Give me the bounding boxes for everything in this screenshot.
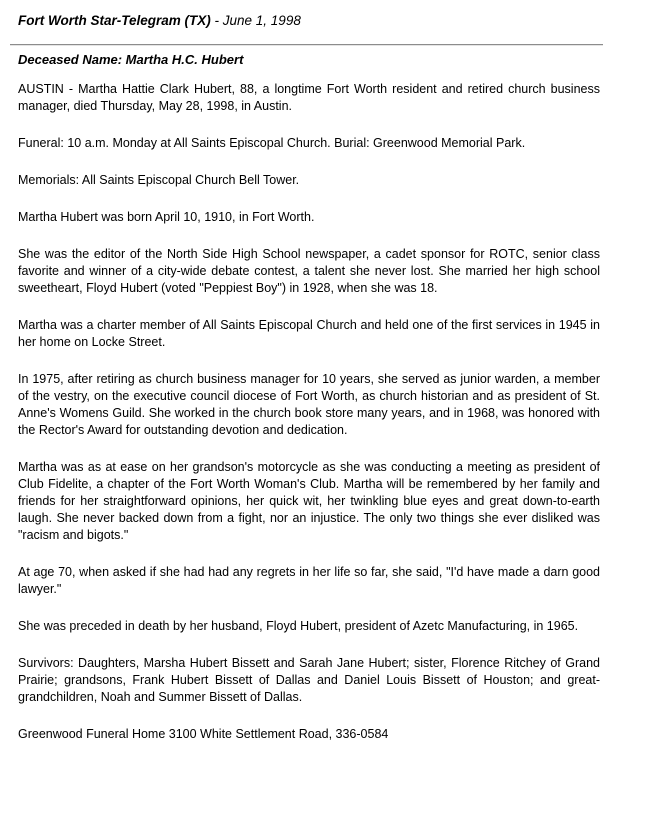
paragraph-birth: Martha Hubert was born April 10, 1910, in Fort Worth. (18, 210, 315, 224)
publication-name: Fort Worth Star-Telegram (TX) (18, 13, 211, 28)
paragraph-church-service: In 1975, after retiring as church business manager for 10 years, she served as junior warden, a member of the vestry, on the executive council diocese of Fort Worth, as church historian and as president of St. Anne's Womens Guild. She worked in the church book store many years, and in 1968, was honored with the Rector's Award for outstanding devotion and dedication. (18, 372, 600, 437)
paragraph-memorials: Memorials: All Saints Episcopal Church Bell Tower. (18, 173, 300, 187)
paragraph-quote: At age 70, when asked if she had had any regrets in her life so far, she said, "I'd have made a darn good lawyer." (18, 565, 600, 596)
publication-date: - June 1, 1998 (210, 13, 301, 28)
source-line (18, 13, 301, 28)
paragraph-funeral-home: Greenwood Funeral Home 3100 White Settlement Road, 336-0584 (18, 727, 389, 741)
obituary-body (18, 81, 600, 743)
paragraph-intro: AUSTIN - Martha Hattie Clark Hubert, 88, a longtime Fort Worth resident and retired church business manager, died Thursday, May 28, 1998, in Austin. (18, 82, 600, 113)
paragraph-church-member: Martha was a charter member of All Saints Episcopal Church and held one of the first services in 1945 in her home on Locke Street. (18, 318, 600, 349)
paragraph-preceded: She was preceded in death by her husband, Floyd Hubert, president of Azetc Manufacturing, in 1965. (18, 619, 579, 633)
paragraph-character: Martha was as at ease on her grandson's motorcycle as she was conducting a meeting as president of Club Fidelite, a chapter of the Fort Worth Woman's Club. Martha will be remembered by her family and friends for her straightforward opinions, her quick wit, her twinkling blue eyes and great down-to-earth laugh. She never backed down from a fight, nor an injustice. The only two things she ever disliked was "racism and bigots." (18, 460, 600, 542)
paragraph-funeral: Funeral: 10 a.m. Monday at All Saints Episcopal Church. Burial: Greenwood Memorial Park. (18, 136, 526, 150)
paragraph-survivors: Survivors: Daughters, Marsha Hubert Bissett and Sarah Jane Hubert; sister, Florence Ritchey of Grand Prairie; grandsons, Frank Hubert Bissett of Dallas and Daniel Louis Bissett of Houston; and great-grandchildren, Noah and Summer Bissett of Dallas. (18, 656, 600, 704)
header-divider (10, 44, 603, 46)
paragraph-school: She was the editor of the North Side High School newspaper, a cadet sponsor for ROTC, senior class favorite and winner of a city-wide debate contest, a talent she never lost. She married her high school sweetheart, Floyd Hubert (voted "Peppiest Boy") in 1928, when she was 18. (18, 247, 600, 295)
deceased-name: Deceased Name: Martha H.C. Hubert (18, 52, 244, 67)
